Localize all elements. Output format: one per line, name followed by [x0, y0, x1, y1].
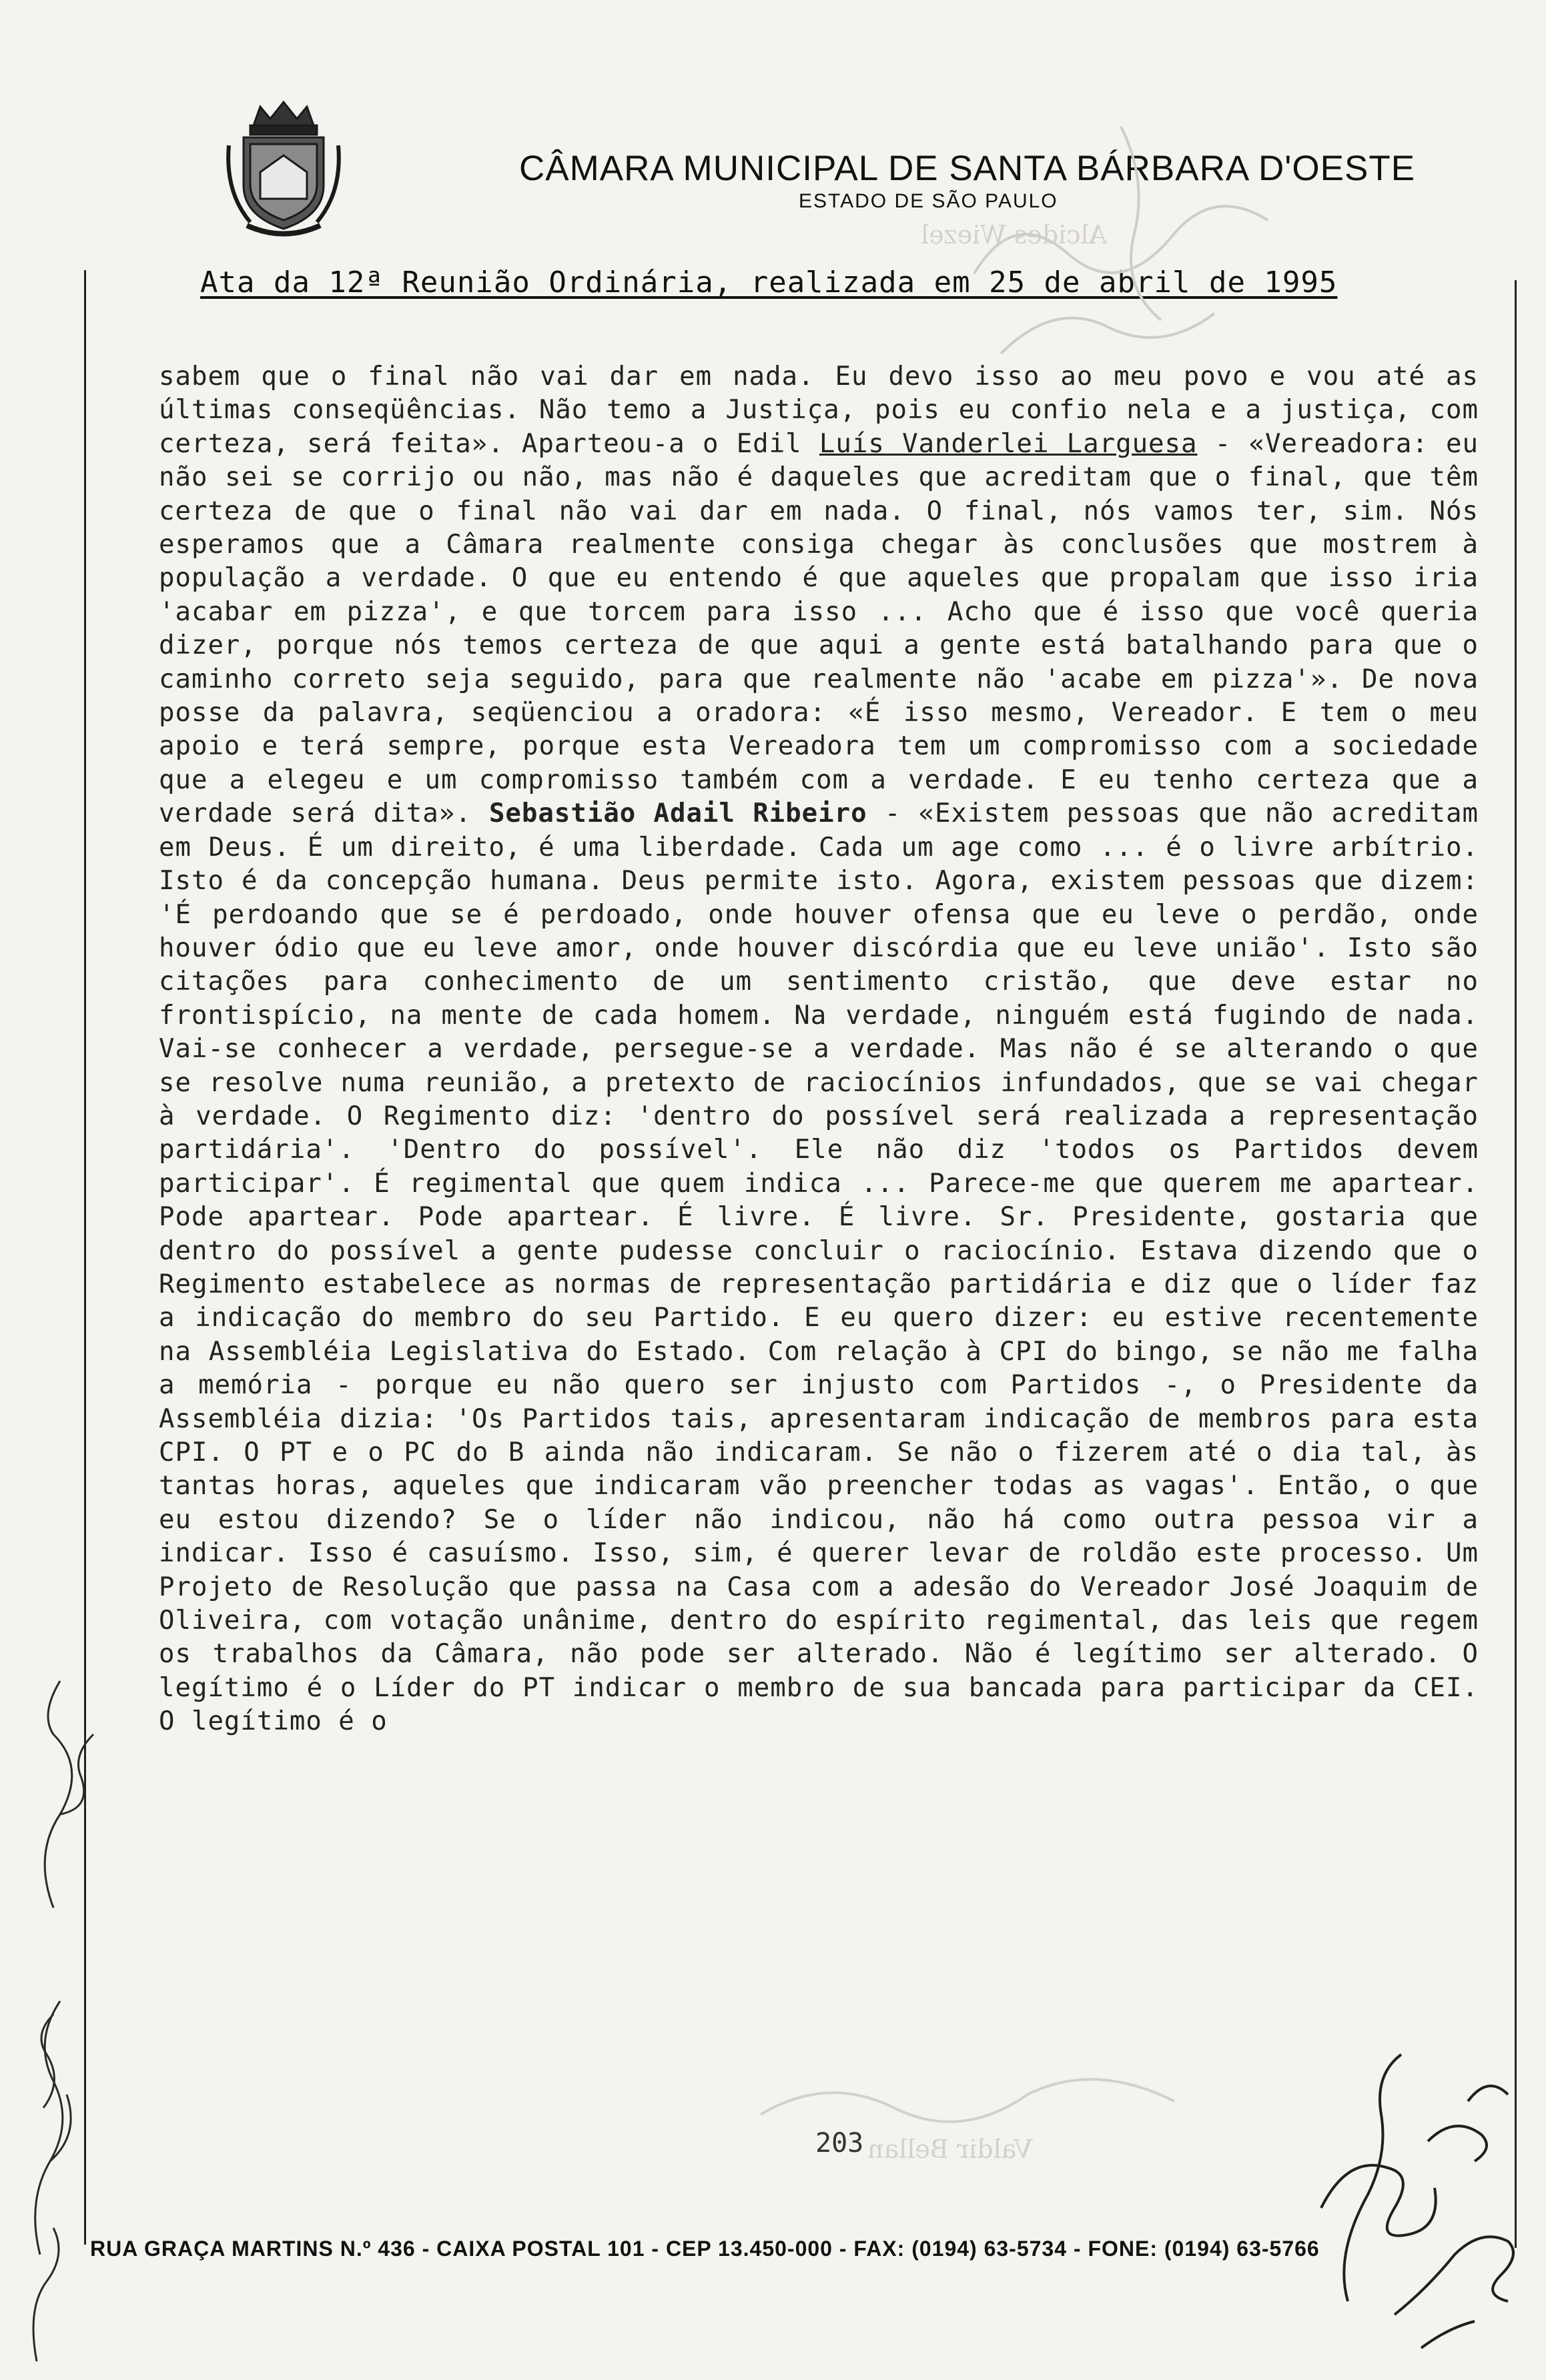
signature-bottom-right	[1308, 2034, 1535, 2368]
body-paragraph: - «Vereadora: eu não sei se corrijo ou não, mas não é daqueles que acreditam que o final, que têm certeza de que o final não vai dar em nada. O final, nós vamos ter, sim. Nós esperamos que a Câmara realmente consiga chegar às conclusões que mostrem à população a verdade. O que eu entendo é que aqueles que propalam que isso iria 'acabar em pizza', e que torcem para isso ... Acho que é isso que você queria dizer, porque nós temos certeza de que aqui a gente está batalhando para que o caminho correto seja seguido, para que realmente não 'acabe em pizza'». De nova posse da palavra, seqüenciou a oradora: «É isso mesmo, Vereador. E tem o meu apoio e terá sempre, porque esta Vereadora tem um compromisso com a sociedade que a elegeu e um compromisso também com a verdade. E eu tenho certeza que a verdade será dita».	[159, 428, 1479, 829]
minutes-body	[159, 360, 1479, 1739]
speaker-name: Sebastião Adail Ribeiro	[488, 798, 867, 829]
body-paragraph: sabem que o final não vai dar em nada. Eu devo isso ao meu povo e vou até as últimas conseqüências. Não temo a Justiça, pois eu confio nela e a justiça, com certeza, será feita». Aparteou-a o Edil	[159, 362, 1479, 459]
faint-signature-bottom	[747, 2054, 1214, 2161]
show-through-text: Valdir Bellan	[867, 2135, 1033, 2164]
signature-left-margin	[13, 1654, 120, 2375]
faint-signature-top	[921, 100, 1334, 380]
organization-state: ESTADO DE SÃO PAULO	[799, 190, 1058, 212]
document-title: Ata da 12ª Reunião Ordinária, realizada em 25 de abril de 1995	[200, 265, 1338, 300]
municipal-crest-icon	[224, 99, 344, 239]
body-paragraph: - «Existem pessoas que não acreditam em Deus. É um direito, é uma liberdade. Cada um age como ... é o livre arbítrio. Isto é da concepção humana. Deus permite isto. Agora, existem pessoas que dizem: 'É perdoando que se é perdoado, onde houver ofensa que eu leve o perdão, onde houver ódio que eu leve amor, onde houver discórdia que eu leve união'. Isto são citações para conhecimento de um sentimento cristão, que deve estar no frontispício, na mente de cada homem. Na verdade, ninguém está fugindo de nada. Vai-se conhecer a verdade, persegue-se a verdade. Mas não é se alterando o que se resolve numa reunião, a pretexto de raciocínios infundados, que se vai chegar à verdade. O Regimento diz: 'dentro do possível será realizada a representação partidária'. 'Dentro do possível'. Ele não diz 'todos os Partidos devem participar'. É regimental que quem indica ... Parece-me que querem me apartear. Pode apartear. Pode apartear. É livre. É livre. Sr. Presidente, gostaria que dentro do possível a gente pudesse concluir o raciocínio. Estava dizendo que o Regimento estabelece as normas de representação partidária e diz que o líder faz a indicação do membro do seu Partido. E eu quero dizer: eu estive recentemente na Assembléia Legislativa do Estado. Com relação à CPI do bingo, se não me falha a memória - porque eu não quero ser injusto com Partidos -, o Presidente da Assembléia dizia: 'Os Partidos tais, apresentaram indicação de membros para esta CPI. O PT e o PC do B ainda não indicaram. Se não o fizerem até o dia tal, às tantas horas, aqueles que indicaram vão preencher todas as vagas'. Então, o que eu estou dizendo? Se o líder não indicou, não há como outra pessoa vir a indicar. Isso é casuísmo. Isso, sim, é querer levar de roldão este processo. Um Projeto de Resolução que passa na Casa com a adesão do Vereador José Joaquim de Oliveira, com votação unânime, dentro do espírito regimental, das leis que regem os trabalhos da Câmara, não pode ser alterado. Não é legítimo ser alterado. O legítimo é o Líder do PT indicar o membro de sua bancada para participar da CEI. O legítimo é o	[159, 798, 1479, 1737]
page-number: 203	[815, 2128, 864, 2159]
right-border-rule	[1515, 280, 1517, 2248]
speaker-name: Luís Vanderlei Larguesa	[819, 428, 1198, 459]
organization-name: CÂMARA MUNICIPAL DE SANTA BÁRBARA D'OESTE	[519, 149, 1416, 188]
show-through-text: Alcides Wiezel	[921, 220, 1108, 249]
footer-address: RUA GRAÇA MARTINS N.º 436 - CAIXA POSTAL 101 - CEP 13.450-000 - FAX: (0194) 63-5734 - FONE: (0194) 63-5766	[90, 2237, 1320, 2261]
